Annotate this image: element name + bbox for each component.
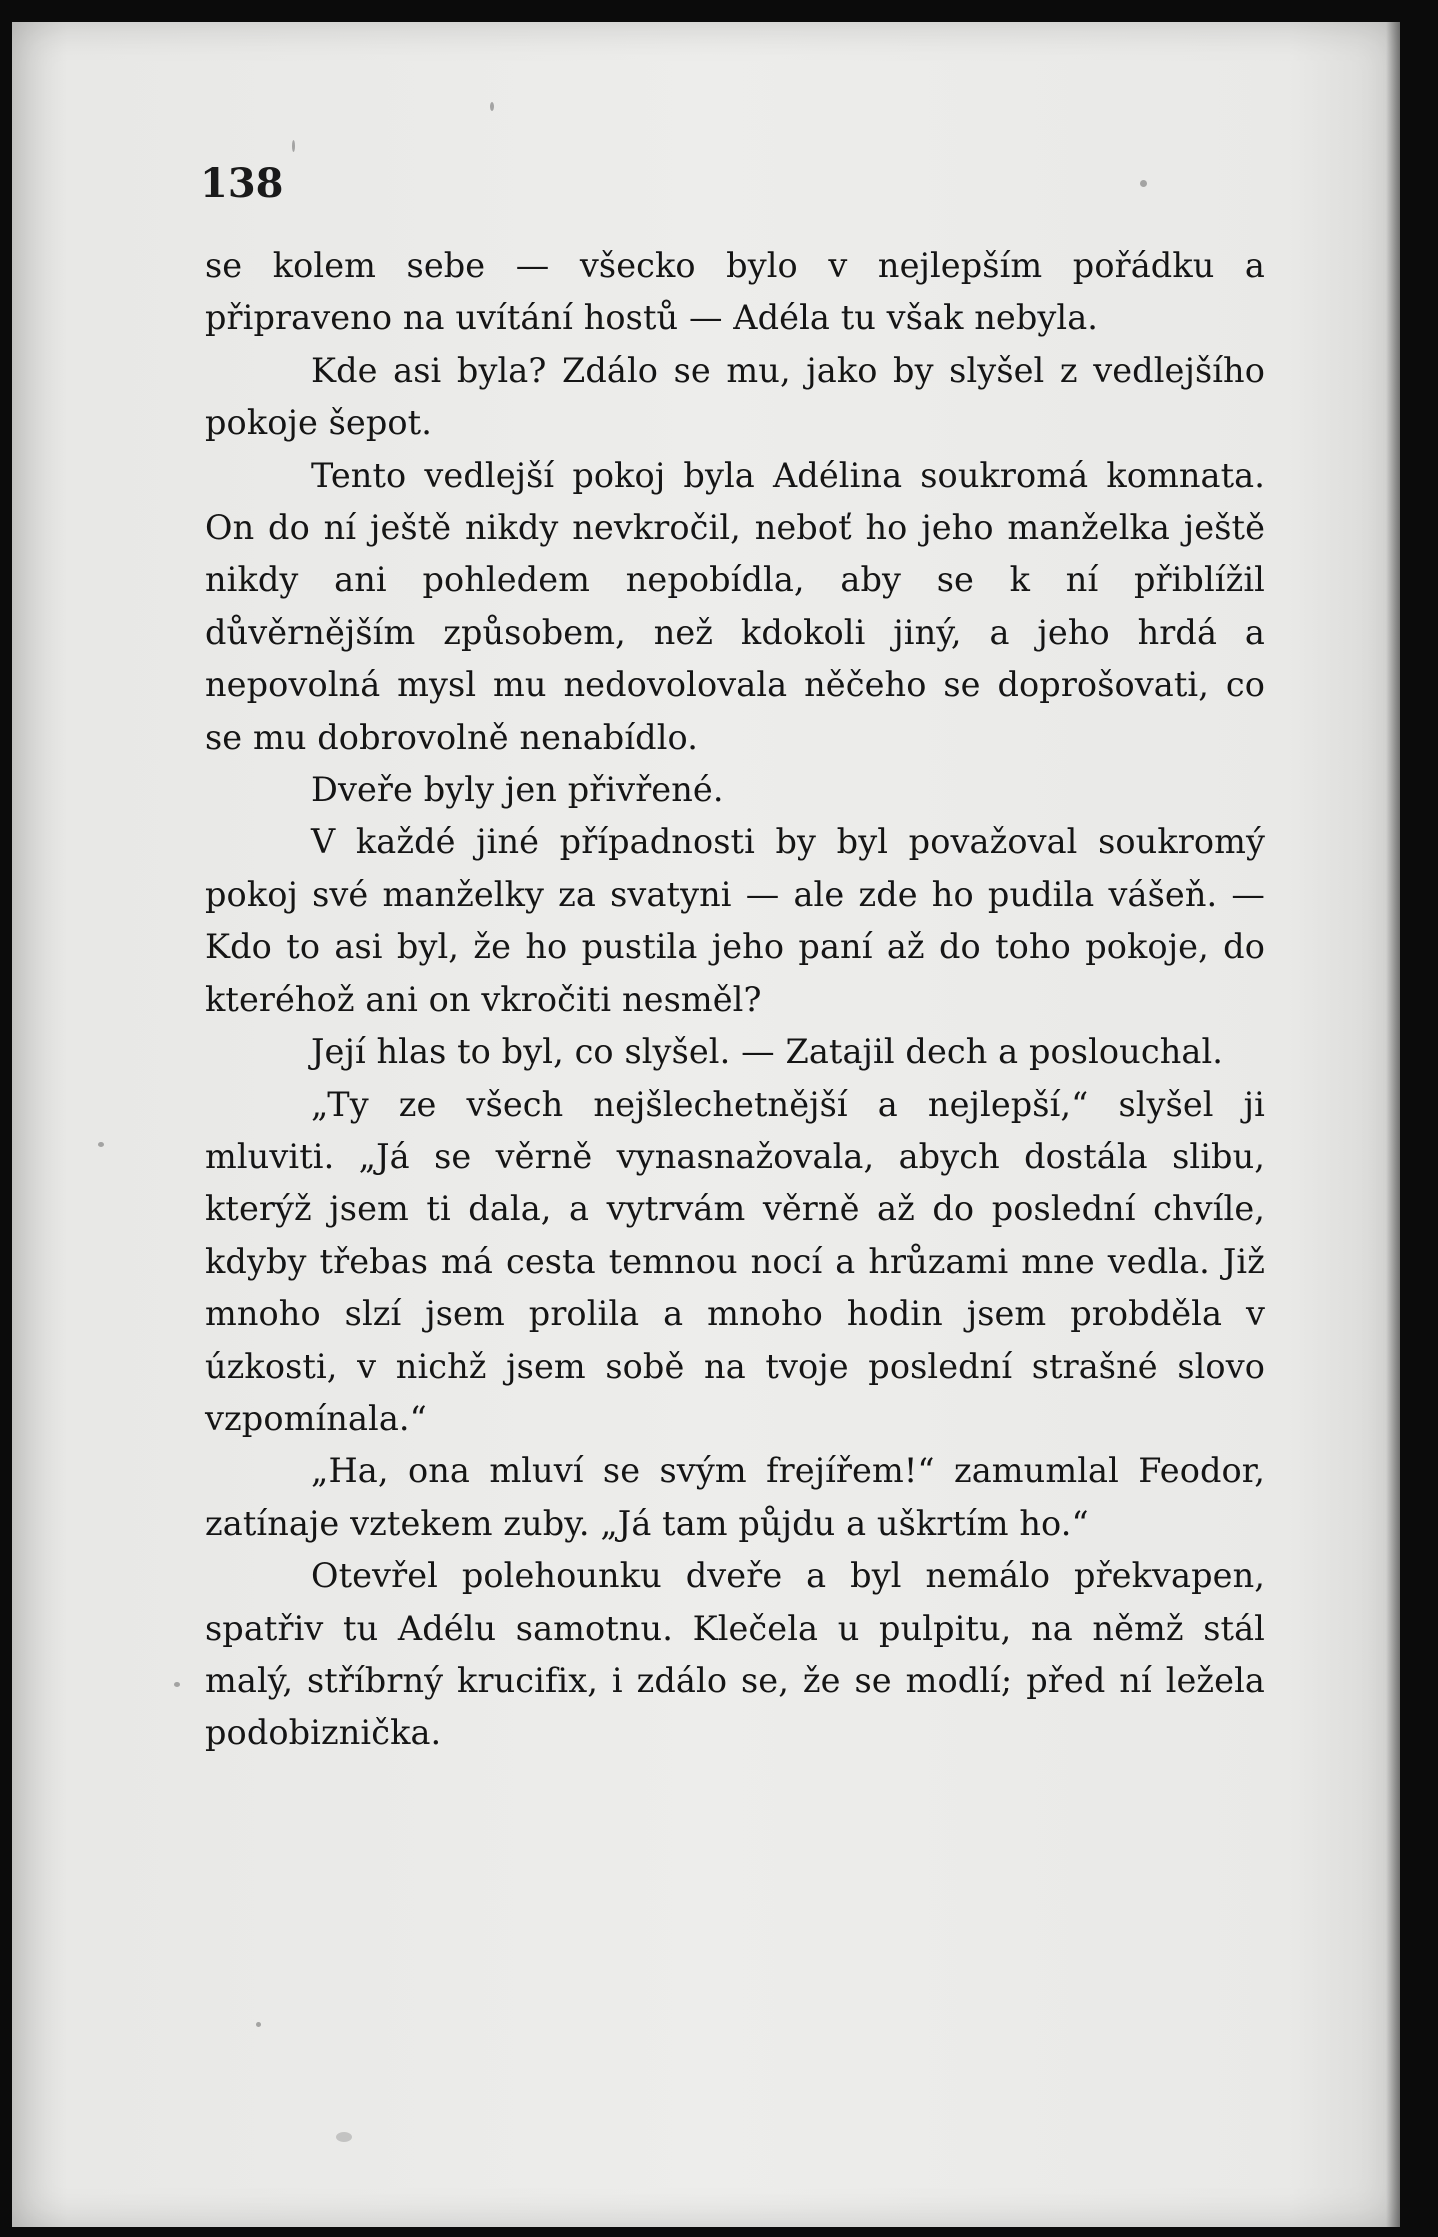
paragraph: Kde asi byla? Zdálo se mu, jako by slyšel z vedlejšího pokoje šepot. — [205, 350, 1265, 443]
print-speck — [98, 1142, 104, 1147]
print-speck — [490, 102, 494, 111]
print-speck — [336, 2132, 352, 2142]
page-number: 138 — [200, 160, 284, 207]
paragraph: „Ha, ona mluví se svým frejířem!“ zamumlal Feodor, zatínaje vztekem zuby. „Já tam půjdu a uškrtím ho.“ — [205, 1451, 1265, 1543]
paragraph: Otevřel polehounku dveře a byl nemálo překvapen, spatřiv tu Adélu samotnu. Klečela u pulpitu, na němž stál malý, stříbrný krucifix, i zdálo se, že se modlí; před ní ležela podobiznička. — [205, 1556, 1265, 1753]
paragraph: Její hlas to byl, co slyšel. — Zatajil dech a poslouchal. — [311, 1032, 1224, 1072]
paragraph: se kolem sebe — všecko bylo v nejlepším pořádku a připraveno na uvítání hostů — Adéla tu však nebyla. — [205, 246, 1265, 338]
print-speck — [292, 140, 295, 152]
paragraph: V každé jiné případnosti by byl považoval soukromý pokoj své manželky za svatyni — ale zde ho pudila vášeň. — Kdo to asi byl, že ho pustila jeho paní až do toho pokoje, do kteréhož ani on vkročiti nesměl? — [205, 822, 1265, 1019]
paragraph: „Ty ze všech nejšlechetnější a nejlepší,“ slyšel ji mluviti. „Já se věrně vynasnažovala, abych dostála slibu, kterýž jsem ti dala, a vytrvám věrně až do poslední chvíle, kdyby třebas má cesta temnou nocí a hrůzami mne vedla. Již mnoho slzí jsem prolila a mnoho hodin jsem probděla v úzkosti, v nichž jsem sobě na tvoje poslední strašné slovo vzpomínala.“ — [205, 1084, 1265, 1438]
scan-border-shadow — [1386, 0, 1438, 2237]
print-speck — [1140, 180, 1147, 187]
print-speck — [256, 2022, 261, 2027]
body-text — [205, 240, 1265, 1760]
print-speck — [174, 1682, 180, 1687]
paragraph: Dveře byly jen přivřené. — [311, 770, 724, 810]
paragraph: Tento vedlejší pokoj byla Adélina soukromá komnata. On do ní ještě nikdy nevkročil, neboť ho jeho manželka ještě nikdy ani pohledem nepobídla, aby se k ní přiblížil důvěrnějším způsobem, než kdokoli jiný, a jeho hrdá a nepovolná mysl mu nedovolovala něčeho se doprošovati, co se mu dobrovolně nenabídlo. — [205, 455, 1265, 757]
